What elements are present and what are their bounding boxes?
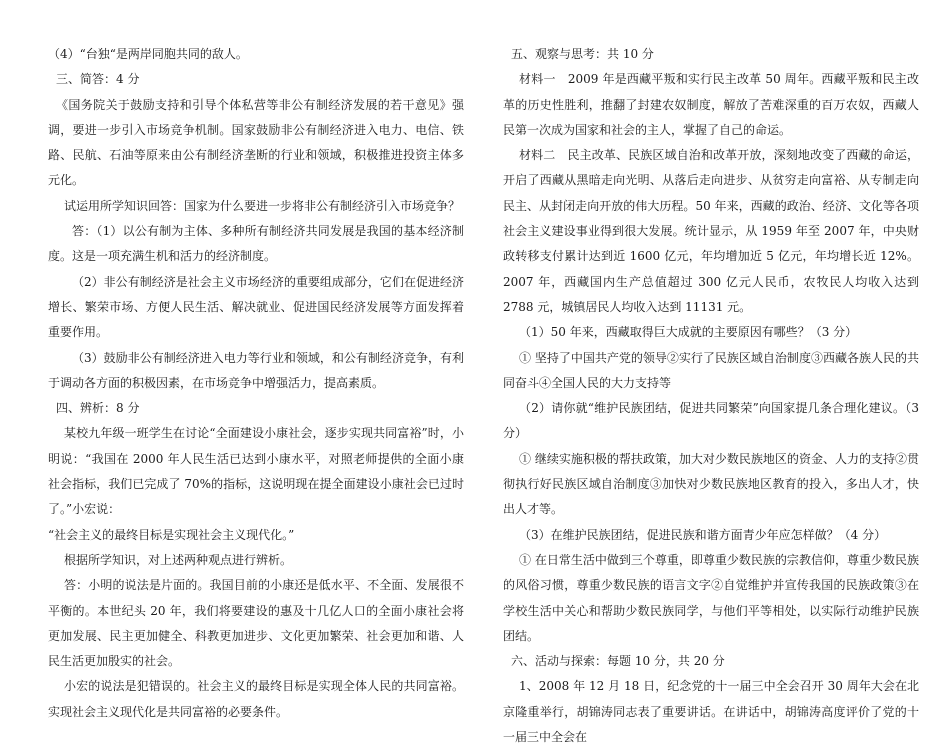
question: （1）50 年来，西藏取得巨大成就的主要原因有哪些？（3 分） [519,325,858,340]
right-column [503,42,919,750]
question: （2）请你就“维护民族团结，促进共同繁荣”向国家提几条合理化建议。（3 分） [503,401,919,441]
answer: ① 在日常生活中做到三个尊重，即尊重少数民族的宗教信仰，尊重少数民族的风俗习惯，尊重少数民族的语言文字②自觉维护并宣传我国的民族政策③在学校生活中关心和帮助少数民族同学，与他们平等相处，以实际行动维护民族团结。 [503,552,919,643]
section-heading: 六、活动与探索：每题 10 分，共 20 分 [511,654,725,669]
paragraph: 《国务院关于鼓励支持和引导个体私营等非公有制经济发展的若干意见》强调，要进一步引入市场竞争机制。国家鼓励非公有制经济进入电力、电信、铁路、民航、石油等原来由公有制经济垄断的行业和领域，积极推进投资主体多元化。 [48,97,464,188]
question: 试运用所学知识回答：国家为什么要进一步将非公有制经济引入市场竞争？ [64,198,461,213]
answer: 答：小明的说法是片面的。我国目前的小康还是低水平、不全面、发展很不平衡的。本世纪头 20 年，我们将要建设的惠及十几亿人口的全面小康社会将更加发展、民主更加健全、科教更加进步、文化更加繁荣、社会更加和谐、人民生活更加殷实的社会。 [48,578,464,669]
material: 材料二 民主改革、民族区域自治和改革开放，深刻地改变了西藏的命运，开启了西藏从黑暗走向光明、从落后走向进步、从贫穷走向富裕、从专制走向民主、从封闭走向开放的伟大历程。50 年来，西藏的政治、经济、文化等各项社会主义建设事业得到很大发展。统计显示，从 1959 年至 2007 年，中央财政转移支付累计达到近 1600 亿元，年均增加近 5 亿元，年均增长近 12%。2007 年，西藏国内生产总值超过 300 亿元人民币，农牧民人均收入达到 2788 元，城镇居民人均收入达到 11131 元。 [503,148,919,314]
answer: 答：（1）以公有制为主体、多种所有制经济共同发展是我国的基本经济制度。这是一项充满生机和活力的经济制度。 [48,224,464,264]
question: 根据所学知识，对上述两种观点进行辨析。 [64,552,293,567]
material: 材料一 2009 年是西藏平叛和实行民主改革 50 周年。西藏平叛和民主改革的历史性胜利，推翻了封建农奴制度，解放了苦难深重的百万农奴，西藏人民第一次成为国家和社会的主人，掌握了自己的命运。 [503,72,919,137]
answer: 小宏的说法是犯错误的。社会主义的最终目标是实现全体人民的共同富裕。实现社会主义现代化是共同富裕的必要条件。 [48,679,464,719]
paragraph: 某校九年级一班学生在讨论“全面建设小康社会，逐步实现共同富裕”时，小明说：“我国在 2000 年人民生活已达到小康水平，对照老师提供的全面小康社会指标，我们已完成了 70%的指标，这说明现在提全面建设小康社会已过时了。”小宏说： [48,426,464,517]
paragraph: “社会主义的最终目标是实现社会主义现代化。” [48,527,295,542]
paragraph: 1、2008 年 12 月 18 日，纪念党的十一届三中全会召开 30 周年大会在北京隆重举行，胡锦涛同志表了重要讲话。在讲话中，胡锦涛高度评价了党的十一届三中全会在 [503,679,919,745]
answer: （2）非公有制经济是社会主义市场经济的重要组成部分，它们在促进经济增长、繁荣市场、方便人民生活、解决就业、促进国民经济发展等方面发挥着重要作用。 [48,274,464,340]
paragraph: （4）“台独“是两岸同胞共同的敌人。 [48,47,248,61]
section-heading: 四、辨析：8 分 [56,401,140,416]
section-heading: 三、简答：4 分 [56,72,140,87]
answer: （3）鼓励非公有制经济进入电力等行业和领域，和公有制经济竞争，有利于调动各方面的积极因素，在市场竞争中增强活力，提高素质。 [48,350,464,390]
answer: ① 坚持了中国共产党的领导②实行了民族区域自治制度③西藏各族人民的共同奋斗④全国人民的大力支持等 [503,350,919,390]
section-heading: 五、观察与思考：共 10 分 [511,47,654,61]
question: （3）在维护民族团结，促进民族和谐方面青少年应怎样做？（4 分） [519,527,887,542]
answer: ① 继续实施积极的帮扶政策，加大对少数民族地区的资金、人力的支持②贯彻执行好民族区域自治制度③加快对少数民族地区教育的投入，多出人才，快出人才等。 [503,451,919,517]
left-column [48,42,464,725]
